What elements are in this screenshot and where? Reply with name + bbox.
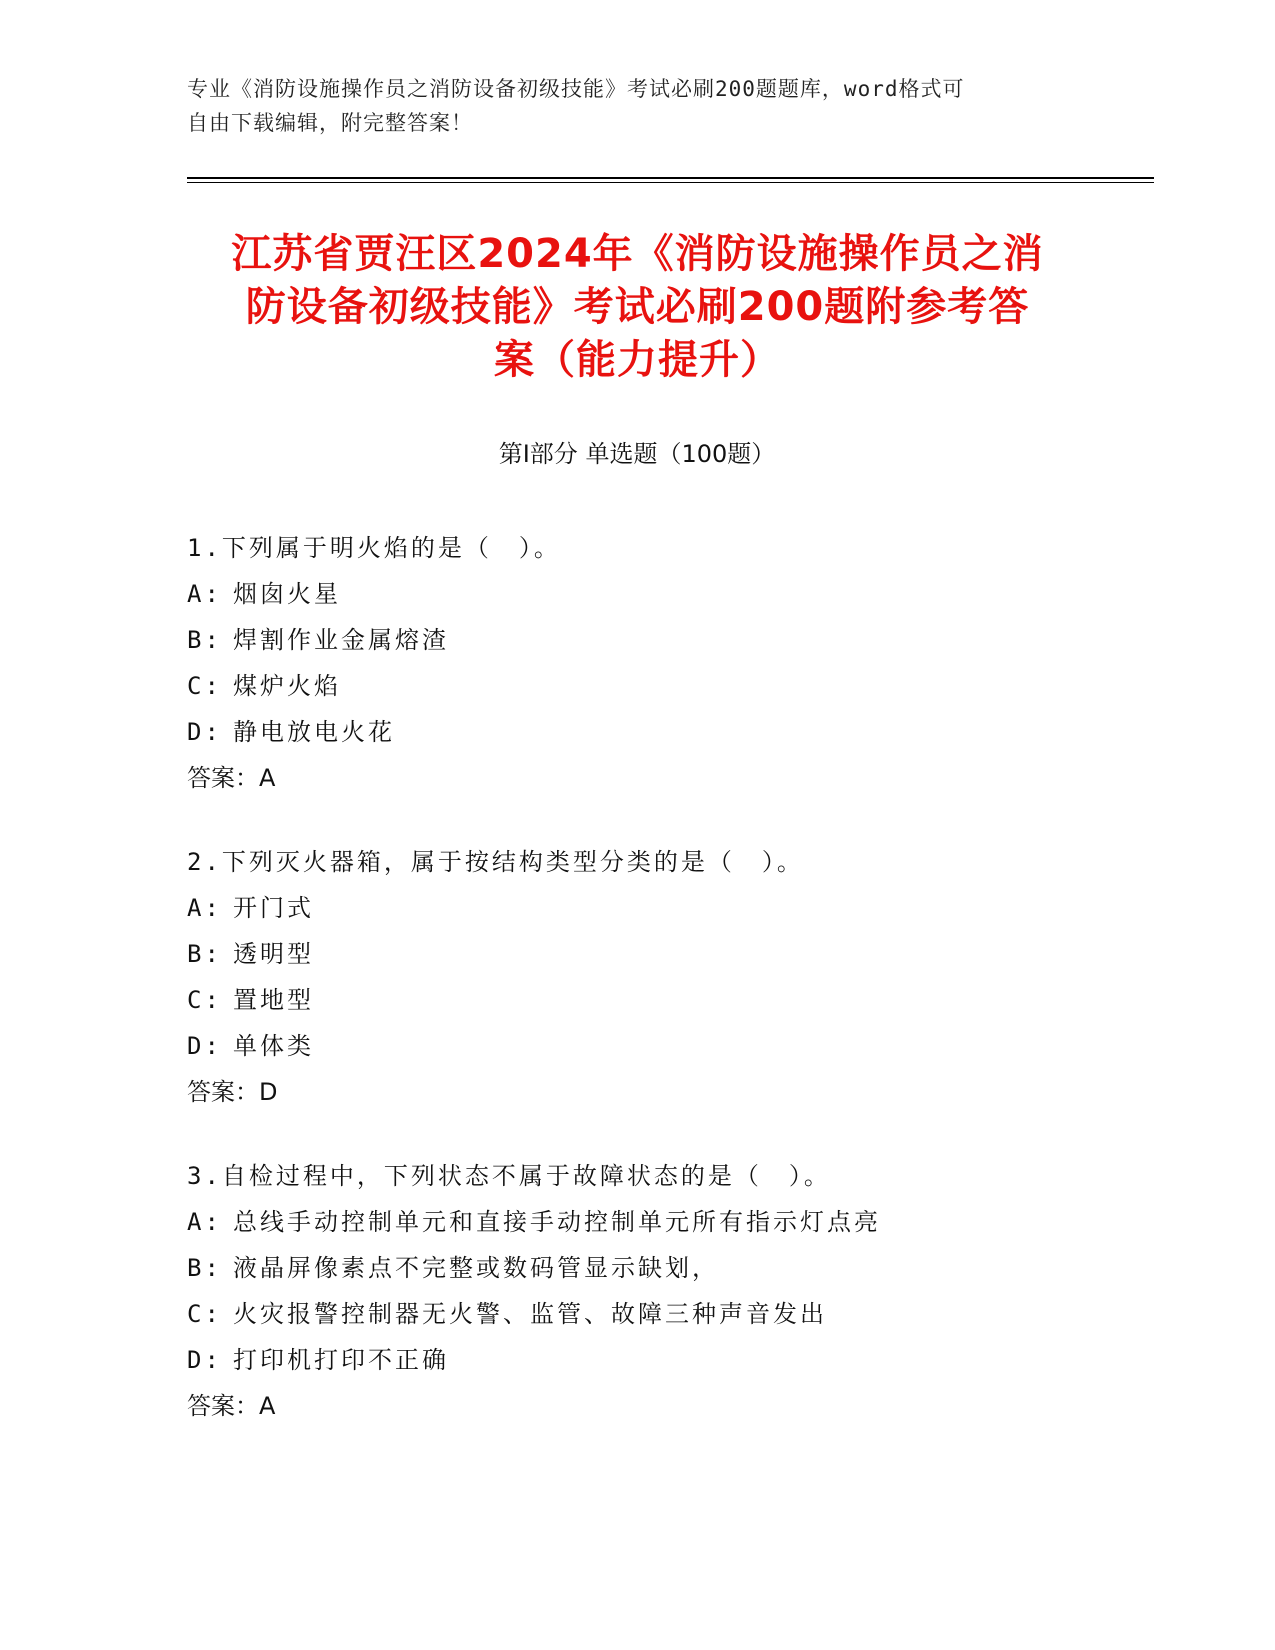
option-text: 火灾报警控制器无火警、监管、故障三种声音发出 — [233, 1300, 827, 1328]
option-text: 液晶屏像素点不完整或数码管显示缺划， — [233, 1254, 719, 1282]
option-letter: B: — [187, 626, 222, 654]
option-text: 开门式 — [233, 894, 314, 922]
question-list — [187, 525, 1117, 1467]
option-d — [187, 1337, 1117, 1383]
option-text: 置地型 — [233, 986, 314, 1014]
section-heading: 第Ⅰ部分 单选题（100题） — [498, 440, 776, 468]
option-letter: A: — [187, 894, 222, 922]
question-stem: 1.下列属于明火焰的是（ ）。 — [187, 534, 561, 562]
header-note-line-1: 专业《消防设施操作员之消防设备初级技能》考试必刷200题题库，word格式可 — [187, 77, 965, 101]
option-a — [187, 885, 1117, 931]
option-letter: C: — [187, 986, 222, 1014]
option-letter: D: — [187, 1346, 222, 1374]
title-line-2: 防设备初级技能》考试必刷200题附参考答 — [245, 284, 1030, 330]
option-letter: A: — [187, 580, 222, 608]
option-text: 打印机打印不正确 — [233, 1346, 449, 1374]
option-letter: D: — [187, 718, 222, 746]
question-stem: 2.下列灭火器箱，属于按结构类型分类的是（ ）。 — [187, 848, 804, 876]
option-d — [187, 709, 1117, 755]
question-3 — [187, 1153, 1117, 1429]
option-text: 焊割作业金属熔渣 — [233, 626, 449, 654]
option-b — [187, 931, 1117, 977]
option-text: 煤炉火焰 — [233, 672, 341, 700]
title-line-3: 案（能力提升） — [494, 337, 781, 383]
option-letter: A: — [187, 1208, 222, 1236]
header-note — [187, 72, 1067, 140]
option-b — [187, 617, 1117, 663]
option-letter: D: — [187, 1032, 222, 1060]
question-2 — [187, 839, 1117, 1115]
option-text: 单体类 — [233, 1032, 314, 1060]
answer-line: 答案：D — [187, 1078, 278, 1106]
option-d — [187, 1023, 1117, 1069]
option-b — [187, 1245, 1117, 1291]
option-text: 总线手动控制单元和直接手动控制单元所有指示灯点亮 — [233, 1208, 881, 1236]
option-text: 烟囱火星 — [233, 580, 341, 608]
header-note-line-2: 自由下载编辑，附完整答案！ — [187, 111, 473, 135]
option-text: 透明型 — [233, 940, 314, 968]
option-letter: C: — [187, 672, 222, 700]
option-c — [187, 1291, 1117, 1337]
header-divider-thick — [187, 177, 1154, 179]
question-1 — [187, 525, 1117, 801]
option-a — [187, 1199, 1117, 1245]
header-divider-thin — [187, 182, 1154, 183]
option-text: 静电放电火花 — [233, 718, 395, 746]
document-title — [140, 228, 1135, 387]
option-c — [187, 977, 1117, 1023]
option-letter: B: — [187, 940, 222, 968]
option-c — [187, 663, 1117, 709]
question-stem: 3.自检过程中，下列状态不属于故障状态的是（ ）。 — [187, 1162, 831, 1190]
option-a — [187, 571, 1117, 617]
answer-line: 答案：A — [187, 1392, 276, 1420]
answer-line: 答案：A — [187, 764, 276, 792]
title-line-1: 江苏省贾汪区2024年《消防设施操作员之消 — [231, 231, 1044, 277]
option-letter: C: — [187, 1300, 222, 1328]
option-letter: B: — [187, 1254, 222, 1282]
